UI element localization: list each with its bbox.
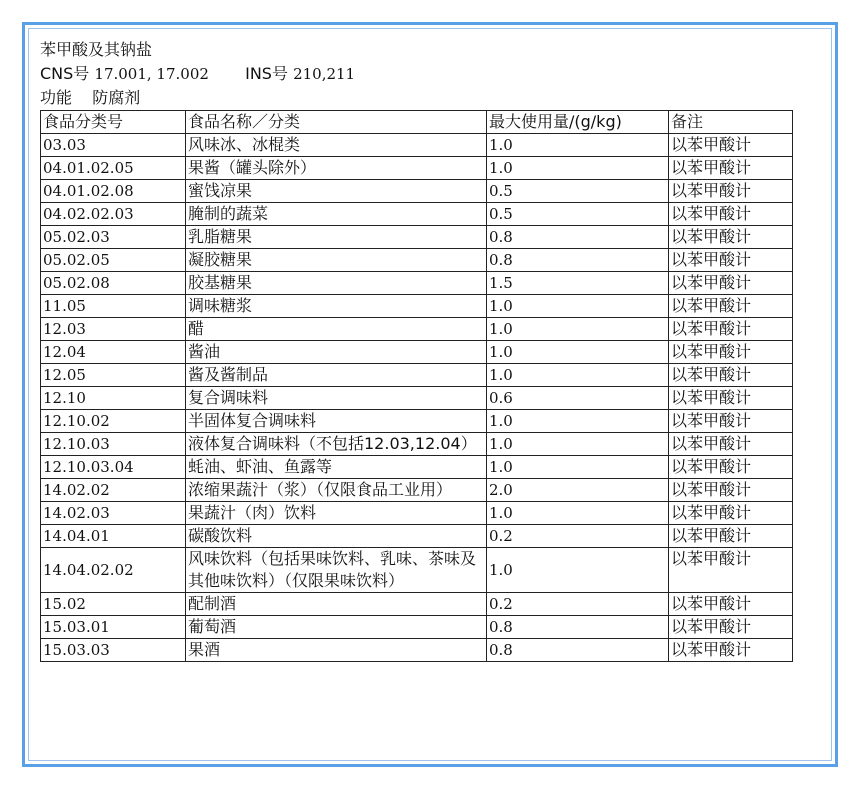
cell-note: 以苯甲酸计 — [669, 318, 793, 341]
cell-limit: 0.5 — [487, 203, 669, 226]
cell-code: 14.02.02 — [41, 479, 186, 502]
cell-code: 04.01.02.08 — [41, 180, 186, 203]
column-header-name: 食品名称／分类 — [186, 111, 487, 134]
table-row — [41, 616, 793, 639]
cell-code: 11.05 — [41, 295, 186, 318]
cell-note: 以苯甲酸计 — [669, 456, 793, 479]
table-row — [41, 134, 793, 157]
cell-name: 腌制的蔬菜 — [186, 203, 487, 226]
cell-note: 以苯甲酸计 — [669, 525, 793, 548]
cell-name: 醋 — [186, 318, 487, 341]
column-header-note: 备注 — [669, 111, 793, 134]
table-row — [41, 639, 793, 662]
cell-limit: 1.0 — [487, 456, 669, 479]
cell-note: 以苯甲酸计 — [669, 410, 793, 433]
cell-note: 以苯甲酸计 — [669, 639, 793, 662]
cell-note: 以苯甲酸计 — [669, 249, 793, 272]
cell-limit: 1.0 — [487, 134, 669, 157]
cell-note: 以苯甲酸计 — [669, 364, 793, 387]
cell-limit: 0.8 — [487, 249, 669, 272]
cell-limit: 0.2 — [487, 525, 669, 548]
cell-name: 乳脂糖果 — [186, 226, 487, 249]
additive-table — [40, 110, 793, 662]
code-line — [40, 62, 792, 86]
cell-code: 12.03 — [41, 318, 186, 341]
cell-name: 配制酒 — [186, 593, 487, 616]
cell-name: 葡萄酒 — [186, 616, 487, 639]
cell-note: 以苯甲酸计 — [669, 203, 793, 226]
cell-name: 风味饮料（包括果味饮料、乳味、茶味及其他味饮料）（仅限果味饮料） — [186, 548, 487, 593]
table-row — [41, 226, 793, 249]
cell-code: 14.04.02.02 — [41, 548, 186, 593]
cell-note: 以苯甲酸计 — [669, 272, 793, 295]
function-line — [40, 86, 792, 110]
cell-name: 酱及酱制品 — [186, 364, 487, 387]
cell-name: 果酒 — [186, 639, 487, 662]
table-row — [41, 456, 793, 479]
column-header-limit: 最大使用量/(g/kg) — [487, 111, 669, 134]
table-row — [41, 525, 793, 548]
table-row — [41, 272, 793, 295]
cell-code: 04.02.02.03 — [41, 203, 186, 226]
cell-name: 复合调味料 — [186, 387, 487, 410]
cell-limit: 0.6 — [487, 387, 669, 410]
table-row — [41, 249, 793, 272]
cell-note: 以苯甲酸计 — [669, 593, 793, 616]
cell-limit: 1.0 — [487, 341, 669, 364]
table-row — [41, 180, 793, 203]
cell-name: 调味糖浆 — [186, 295, 487, 318]
cell-limit: 0.8 — [487, 226, 669, 249]
cell-note: 以苯甲酸计 — [669, 387, 793, 410]
table-header-row — [41, 111, 793, 134]
document-body — [40, 38, 792, 662]
cell-limit: 1.5 — [487, 272, 669, 295]
cell-name: 果酱（罐头除外） — [186, 157, 487, 180]
cell-limit: 0.5 — [487, 180, 669, 203]
table-row — [41, 203, 793, 226]
function-value: 防腐剂 — [92, 88, 141, 107]
cell-name: 风味冰、冰棍类 — [186, 134, 487, 157]
cell-code: 14.04.01 — [41, 525, 186, 548]
cell-limit: 0.8 — [487, 616, 669, 639]
column-header-code: 食品分类号 — [41, 111, 186, 134]
cell-limit: 1.0 — [487, 548, 669, 593]
cell-note: 以苯甲酸计 — [669, 433, 793, 456]
cell-name: 碳酸饮料 — [186, 525, 487, 548]
cell-name: 凝胶糖果 — [186, 249, 487, 272]
table-body — [41, 134, 793, 662]
cell-code: 15.03.01 — [41, 616, 186, 639]
cell-note: 以苯甲酸计 — [669, 341, 793, 364]
ins-value: 210,211 — [293, 65, 356, 83]
cell-name: 蜜饯凉果 — [186, 180, 487, 203]
table-row — [41, 548, 793, 593]
cell-code: 12.04 — [41, 341, 186, 364]
cell-note: 以苯甲酸计 — [669, 295, 793, 318]
cns-value: 17.001, 17.002 — [94, 65, 209, 83]
cell-limit: 1.0 — [487, 502, 669, 525]
cell-note: 以苯甲酸计 — [669, 157, 793, 180]
cell-name: 酱油 — [186, 341, 487, 364]
cell-name: 浓缩果蔬汁（浆）（仅限食品工业用） — [186, 479, 487, 502]
cell-name: 蚝油、虾油、鱼露等 — [186, 456, 487, 479]
cell-code: 15.02 — [41, 593, 186, 616]
cell-name: 半固体复合调味料 — [186, 410, 487, 433]
table-row — [41, 433, 793, 456]
table-row — [41, 410, 793, 433]
cell-name: 液体复合调味料（不包括12.03,12.04） — [186, 433, 487, 456]
ins-label: INS号 — [245, 64, 288, 83]
cell-limit: 0.2 — [487, 593, 669, 616]
cell-name: 果蔬汁（肉）饮料 — [186, 502, 487, 525]
table-row — [41, 157, 793, 180]
cell-code: 04.01.02.05 — [41, 157, 186, 180]
page-title: 苯甲酸及其钠盐 — [40, 40, 153, 59]
cell-limit: 0.8 — [487, 639, 669, 662]
table-row — [41, 318, 793, 341]
cell-code: 12.05 — [41, 364, 186, 387]
cell-name: 胶基糖果 — [186, 272, 487, 295]
cell-code: 15.03.03 — [41, 639, 186, 662]
cell-note: 以苯甲酸计 — [669, 180, 793, 203]
cell-code: 12.10.03 — [41, 433, 186, 456]
table-row — [41, 593, 793, 616]
cell-code: 12.10.03.04 — [41, 456, 186, 479]
table-row — [41, 479, 793, 502]
table-row — [41, 295, 793, 318]
cell-note: 以苯甲酸计 — [669, 134, 793, 157]
cell-code: 14.02.03 — [41, 502, 186, 525]
cell-code: 12.10.02 — [41, 410, 186, 433]
cell-limit: 1.0 — [487, 295, 669, 318]
cns-label: CNS号 — [40, 64, 90, 83]
cell-limit: 1.0 — [487, 157, 669, 180]
table-row — [41, 341, 793, 364]
cell-note: 以苯甲酸计 — [669, 502, 793, 525]
table-row — [41, 502, 793, 525]
cell-limit: 1.0 — [487, 410, 669, 433]
cell-note: 以苯甲酸计 — [669, 226, 793, 249]
function-label: 功能 — [40, 88, 73, 107]
table-row — [41, 364, 793, 387]
cell-note: 以苯甲酸计 — [669, 479, 793, 502]
cell-code: 05.02.05 — [41, 249, 186, 272]
cell-limit: 2.0 — [487, 479, 669, 502]
cell-code: 05.02.03 — [41, 226, 186, 249]
cell-note: 以苯甲酸计 — [669, 616, 793, 639]
cell-code: 12.10 — [41, 387, 186, 410]
cell-limit: 1.0 — [487, 364, 669, 387]
cell-code: 03.03 — [41, 134, 186, 157]
cell-note: 以苯甲酸计 — [669, 548, 793, 593]
cell-limit: 1.0 — [487, 318, 669, 341]
table-row — [41, 387, 793, 410]
cell-limit: 1.0 — [487, 433, 669, 456]
cell-code: 05.02.08 — [41, 272, 186, 295]
